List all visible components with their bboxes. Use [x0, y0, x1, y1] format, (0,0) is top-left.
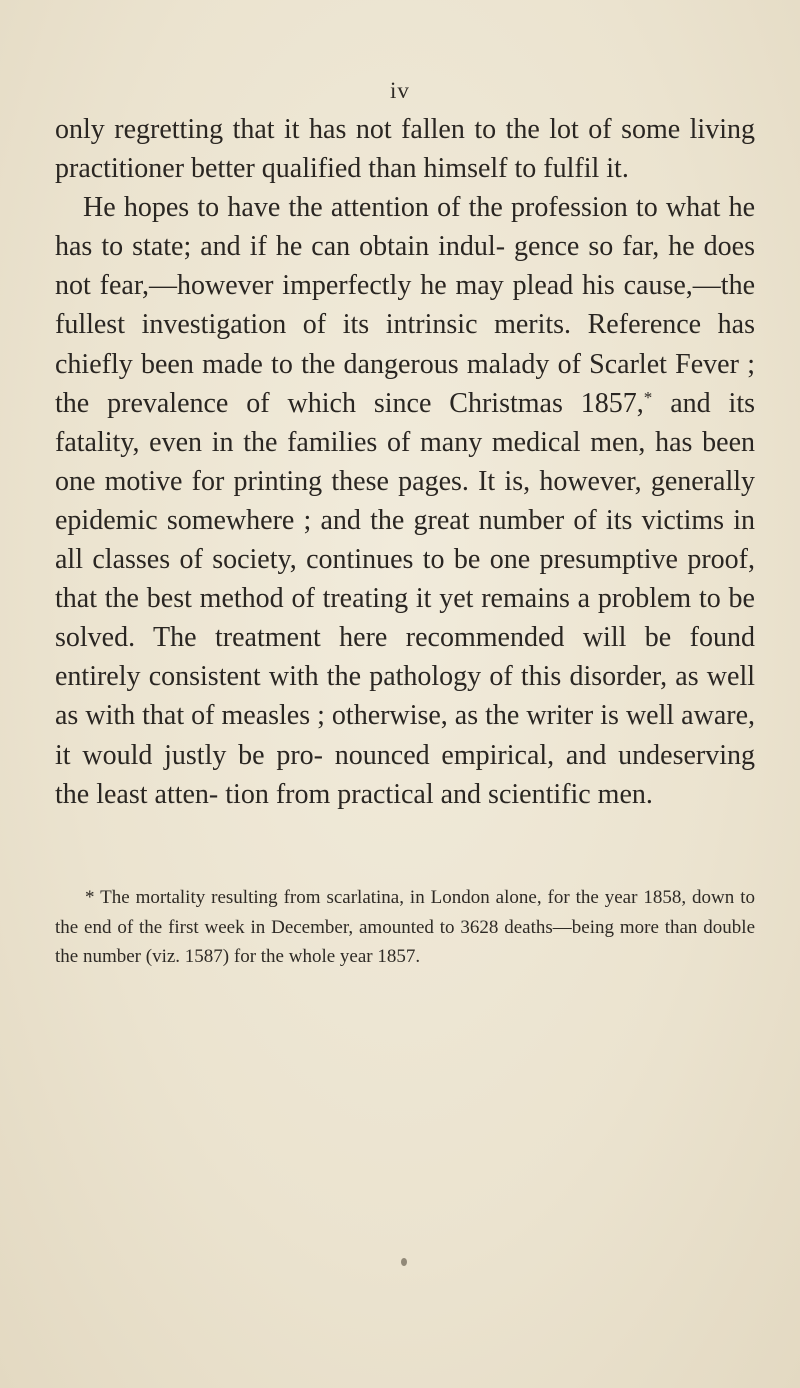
paragraph-2 [55, 188, 755, 814]
paragraph-2-part-1: He hopes to have the attention of the profession to what he has to state; and if he can obtain indul- gence so far, he does not fear,—however imperfectly he may plead his cause,—the fullest investigation of its intrinsic merits. Reference has chiefly been made to the dangerous malady of Scarlet Fever ; the prevalence of which since Christmas 1857, [55, 192, 755, 419]
page-number: iv [390, 78, 410, 103]
footnote: * The mortality resulting from scarlatina, in London alone, for the year 1858, down to the end of the first week in December, amounted to 3628 deaths—being more than double the number (viz. 1587) for the whole year 1857. [55, 887, 755, 967]
ink-speck [401, 1258, 407, 1266]
footnote-marker: * [643, 387, 653, 407]
body-text [55, 110, 755, 814]
paragraph-1: only regretting that it has not fallen to the lot of some living practitioner better qualified than himself to fulfil it. [55, 114, 755, 185]
paragraph-2-part-2: and its fatality, even in the families of many medical men, has been one motive for printing these pages. It is, however, generally epidemic somewhere ; and the great number of its victims in all classes of society, continues to be one presumptive proof, that the best method of treating it yet remains a problem to be solved. The treatment here recommended will be found entirely consistent with the pathology of this disorder, as well as with that of measles ; otherwise, as the writer is well aware, it would justly be pro- nounced empirical, and undeserving the least atten- tion from practical and scientific men. [55, 387, 755, 810]
